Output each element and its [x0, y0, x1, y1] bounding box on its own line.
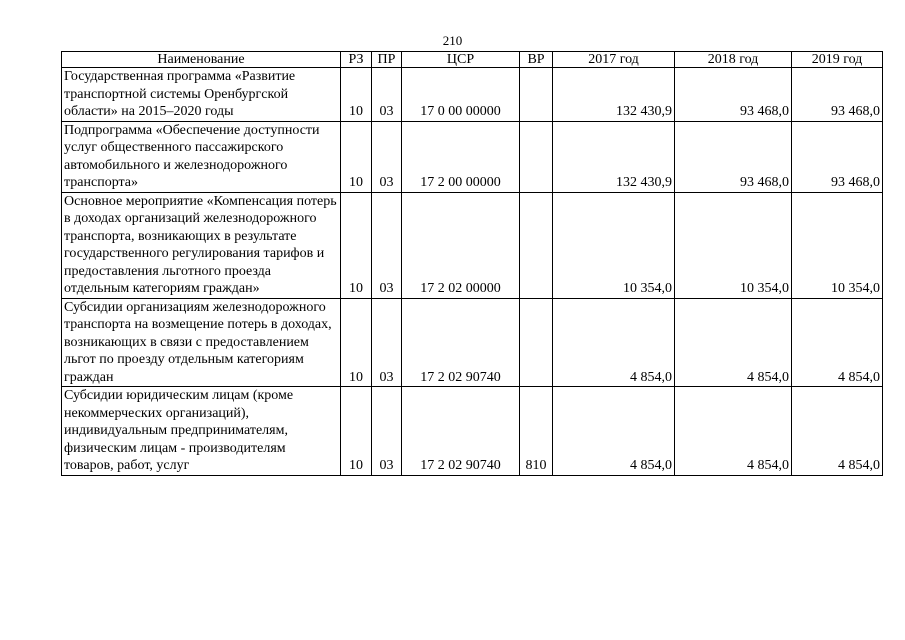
- row-2017: 132 430,9: [553, 68, 675, 122]
- header-vr: ВР: [520, 52, 553, 68]
- row-csr: 17 2 02 90740: [402, 387, 520, 476]
- table-row: [62, 68, 883, 122]
- row-vr: 810: [520, 387, 553, 476]
- row-pr: 03: [372, 387, 402, 476]
- row-2017: 10 354,0: [553, 192, 675, 298]
- row-pr: 03: [372, 298, 402, 387]
- row-name: Государственная программа «Развитие транспортной системы Оренбургской области» на 2015–2020 годы: [62, 68, 341, 122]
- row-pr: 03: [372, 68, 402, 122]
- header-row: [62, 52, 883, 68]
- row-2019: 93 468,0: [792, 68, 883, 122]
- row-2019: 10 354,0: [792, 192, 883, 298]
- table-row: [62, 298, 883, 387]
- header-name: Наименование: [62, 52, 341, 68]
- row-rz: 10: [341, 121, 372, 192]
- row-rz: 10: [341, 192, 372, 298]
- row-name: Субсидии организациям железнодорожного транспорта на возмещение потерь в доходах, возникающих в связи с предоставлением льгот по проезду отдельным категориям граждан: [62, 298, 341, 387]
- row-vr: [520, 121, 553, 192]
- row-pr: 03: [372, 121, 402, 192]
- row-vr: [520, 192, 553, 298]
- row-csr: 17 2 02 90740: [402, 298, 520, 387]
- row-vr: [520, 68, 553, 122]
- header-rz: РЗ: [341, 52, 372, 68]
- header-2017: 2017 год: [553, 52, 675, 68]
- row-2017: 4 854,0: [553, 387, 675, 476]
- table-row: [62, 387, 883, 476]
- row-2018: 93 468,0: [675, 68, 792, 122]
- row-2019: 4 854,0: [792, 298, 883, 387]
- header-2019: 2019 год: [792, 52, 883, 68]
- budget-table: [61, 51, 883, 476]
- page-number: 210: [442, 33, 463, 48]
- header-pr: ПР: [372, 52, 402, 68]
- row-vr: [520, 298, 553, 387]
- row-2017: 132 430,9: [553, 121, 675, 192]
- row-2018: 4 854,0: [675, 298, 792, 387]
- row-2019: 93 468,0: [792, 121, 883, 192]
- row-pr: 03: [372, 192, 402, 298]
- row-2018: 10 354,0: [675, 192, 792, 298]
- row-2018: 4 854,0: [675, 387, 792, 476]
- row-rz: 10: [341, 298, 372, 387]
- row-2018: 93 468,0: [675, 121, 792, 192]
- header-2018: 2018 год: [675, 52, 792, 68]
- row-csr: 17 0 00 00000: [402, 68, 520, 122]
- header-csr: ЦСР: [402, 52, 520, 68]
- table-row: [62, 121, 883, 192]
- row-rz: 10: [341, 68, 372, 122]
- row-2017: 4 854,0: [553, 298, 675, 387]
- table-row: [62, 192, 883, 298]
- row-name: Субсидии юридическим лицам (кроме некоммерческих организаций), индивидуальным предпринимателям, физическим лицам - производителям товаров, работ, услуг: [62, 387, 341, 476]
- row-2019: 4 854,0: [792, 387, 883, 476]
- row-csr: 17 2 02 00000: [402, 192, 520, 298]
- row-rz: 10: [341, 387, 372, 476]
- row-name: Основное мероприятие «Компенсация потерь в доходах организаций железнодорожного транспорта, возникающих в результате государственного регулирования тарифов и предоставления льготного проезда отдельным категориям граждан»: [62, 192, 341, 298]
- row-name: Подпрограмма «Обеспечение доступности услуг общественного пассажирского автомобильного и железнодорожного транспорта»: [62, 121, 341, 192]
- row-csr: 17 2 00 00000: [402, 121, 520, 192]
